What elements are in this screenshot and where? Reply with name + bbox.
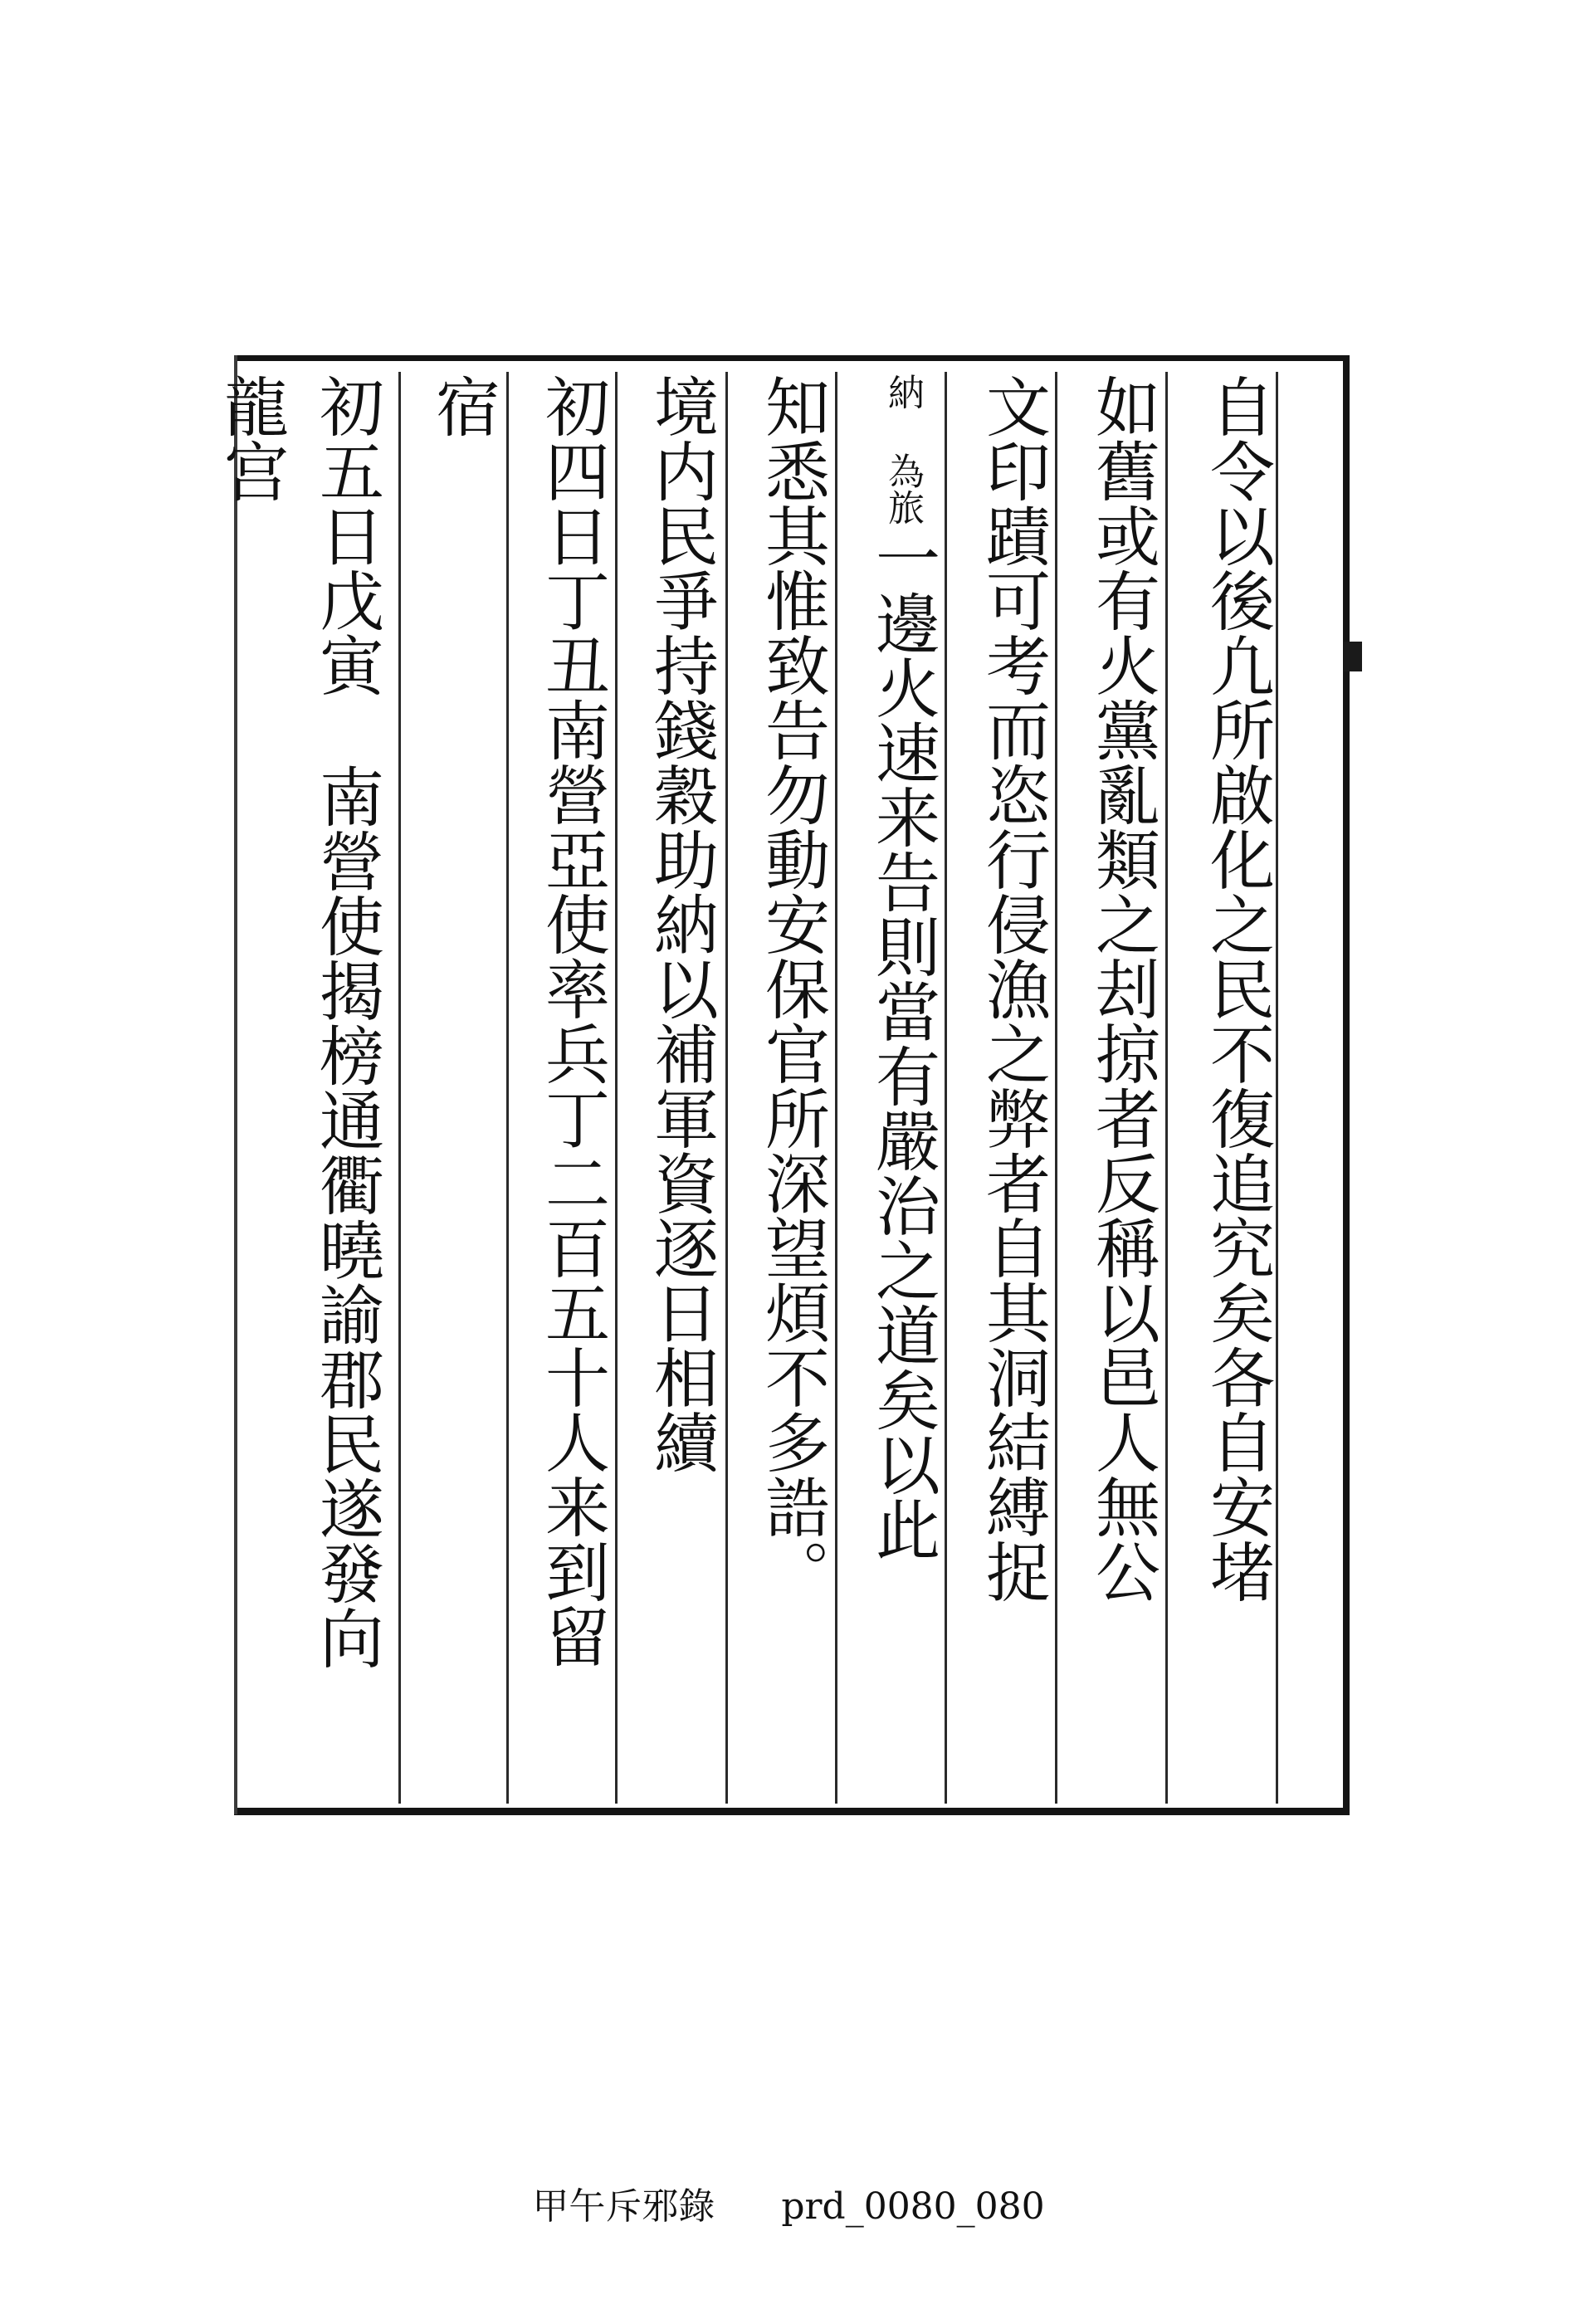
column-text: 宿 <box>425 374 500 438</box>
text-column-1 <box>1187 374 1286 1797</box>
column-text: 一邊火速来告則當有嚴治之道矣以此 <box>865 525 940 1561</box>
text-column-3 <box>963 374 1062 1797</box>
column-text: 初五日戊寅 <box>309 374 383 697</box>
edge-ink-mark <box>1344 642 1362 671</box>
top-border-rule <box>234 355 1350 361</box>
column-text: 知悉其惟致告勿動安保官所深望煩不多誥。 <box>754 374 829 1604</box>
document-page <box>213 355 1350 1814</box>
column-text: 南營使揭榜通衢曉諭郡民遂發向 <box>309 764 383 1670</box>
text-column-6 <box>631 374 730 1797</box>
text-column-9 <box>296 374 396 1797</box>
interlinear-annotation: 納 為旅 <box>881 374 924 525</box>
text-column-2 <box>1072 374 1172 1797</box>
column-text: 文印蹟可考而恣行侵漁之弊者自其洞結縛捉 <box>975 374 1050 1604</box>
column-text: 境内民爭持錢穀助納以補軍資逐日相續 <box>643 374 718 1474</box>
column-text: 初四日丁丑南營亞使率兵丁二百五十人来到留 <box>535 374 609 1668</box>
text-column-7 <box>522 374 622 1797</box>
text-column-5 <box>742 374 842 1797</box>
right-border-rule <box>1343 355 1350 1814</box>
column-rule <box>398 372 401 1804</box>
column-text: 如舊或有火黨亂類之刦掠者反稱以邑人無公 <box>1085 374 1160 1604</box>
book-title: 甲午斥邪錄 <box>532 2185 715 2228</box>
column-text: 龍宫 <box>213 374 288 503</box>
column-text: 自令以後凢所啟化之民不復追究矣各自安堵 <box>1199 374 1274 1604</box>
text-column-8 <box>413 374 512 1797</box>
text-column-4 <box>852 374 952 1797</box>
bottom-border-rule <box>234 1808 1350 1815</box>
page-id: prd_0080_080 <box>781 2185 1045 2228</box>
text-column-10 <box>201 374 300 1797</box>
page-caption <box>0 2176 1577 2229</box>
